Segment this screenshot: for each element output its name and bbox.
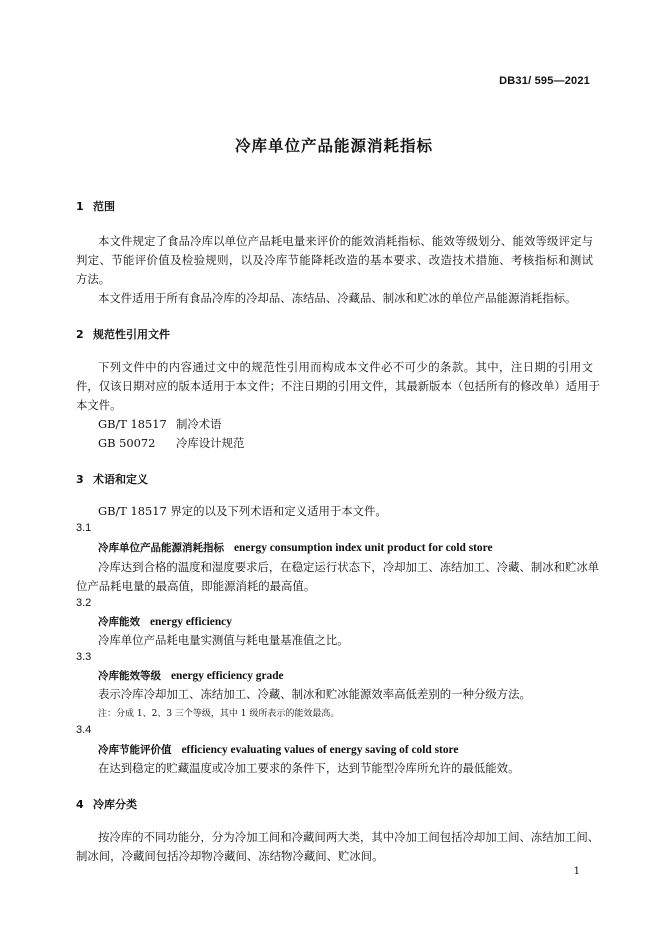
paragraph-line: 按冷库的不同功能分，分为冷加工间和冷藏间两大类，其中冷加工间包括冷却加工间、冻结加工间、 <box>98 830 600 844</box>
paragraph-line: GB/T 18517 界定的以及下列术语和定义适用于本文件。 <box>98 504 387 518</box>
section-2-heading <box>76 326 170 342</box>
paragraph-line: 下列文件中的内容通过文中的规范性引用而构成本文件必不可少的条款。其中，注日期的引用文 <box>98 360 593 374</box>
section-title: 术语和定义 <box>93 473 148 486</box>
definition-line: 冷库达到合格的温度和湿度要求后，在稳定运行状态下，冷却加工、冻结加工、冷藏、制冰和贮冰单 <box>98 560 600 574</box>
section-title: 规范性引用文件 <box>93 328 170 341</box>
term-chinese: 冷库单位产品能源消耗指标 <box>98 542 224 554</box>
term-chinese: 冷库能效等级 <box>98 670 161 682</box>
section-number: 4 <box>76 798 84 811</box>
page-title: 冷库单位产品能源消耗指标 <box>234 137 433 155</box>
term-english: efficiency evaluating values of energy saving of cold store <box>181 744 459 756</box>
section-number: 2 <box>76 328 84 341</box>
term-number: 3.4 <box>76 724 92 736</box>
term-heading <box>98 668 284 683</box>
normative-reference <box>98 416 222 432</box>
section-1-heading <box>76 198 115 214</box>
page-number: 1 <box>573 866 580 877</box>
term-chinese: 冷库节能评价值 <box>98 744 172 756</box>
paragraph-line: 本文件规定了食品冷库以单位产品耗电量来评价的能效消耗指标、能效等级划分、能效等级评定与 <box>98 234 593 248</box>
section-title: 范围 <box>93 200 115 213</box>
term-english: energy efficiency <box>150 616 232 628</box>
term-note: 注：分成 1、2、3 三个等级，其中 1 级所表示的能效最高。 <box>98 709 340 719</box>
term-heading <box>98 742 458 757</box>
definition-line: 表示冷库冷却加工、冻结加工、冷藏、制冰和贮冰能源效率高低差别的一种分级方法。 <box>98 687 531 701</box>
paragraph-line: 方法。 <box>76 272 111 286</box>
term-chinese: 冷库能效 <box>98 616 140 628</box>
reference-code: GB 50072 <box>98 436 156 450</box>
term-english: energy consumption index unit product for cold store <box>234 542 493 554</box>
section-3-heading <box>76 471 148 487</box>
section-number: 1 <box>76 200 84 213</box>
definition-line: 位产品耗电量的最高值，即能源消耗的最高值。 <box>76 579 316 593</box>
paragraph-line: 本文件。 <box>76 398 122 412</box>
section-4-heading <box>76 796 137 812</box>
paragraph-line: 本文件适用于所有食品冷库的冷却品、冻结品、冷藏品、制冰和贮冰的单位产品能源消耗指标。 <box>98 291 577 305</box>
normative-reference <box>98 435 244 451</box>
paragraph-line: 判定、节能评价值及检验规则，以及冷库节能降耗改造的基本要求、改造技术措施、考核指标和测试 <box>76 253 593 267</box>
section-title: 冷库分类 <box>93 798 137 811</box>
document-number: DB31/ 595—2021 <box>499 75 590 87</box>
section-number: 3 <box>76 473 84 486</box>
term-number: 3.2 <box>76 597 92 609</box>
paragraph-line: 制冰间，冷藏间包括冷却物冷藏间、冻结物冷藏间、贮冰间。 <box>76 849 384 863</box>
term-number: 3.3 <box>76 651 92 663</box>
reference-code: GB/T 18517 <box>98 417 167 431</box>
term-english: energy efficiency grade <box>171 670 284 682</box>
term-number: 3.1 <box>76 522 92 534</box>
term-heading <box>98 614 232 629</box>
definition-line: 冷库单位产品耗电量实测值与耗电量基准值之比。 <box>98 633 349 647</box>
term-heading <box>98 540 493 555</box>
paragraph-line: 件，仅该日期对应的版本适用于本文件；不注日期的引用文件，其最新版本（包括所有的修改单）适用于 <box>76 379 600 393</box>
reference-name: 冷库设计规范 <box>176 436 245 450</box>
definition-line: 在达到稳定的贮藏温度或冷加工要求的条件下，达到节能型冷库所允许的最低能效。 <box>98 761 520 775</box>
reference-name: 制冷术语 <box>176 417 222 431</box>
